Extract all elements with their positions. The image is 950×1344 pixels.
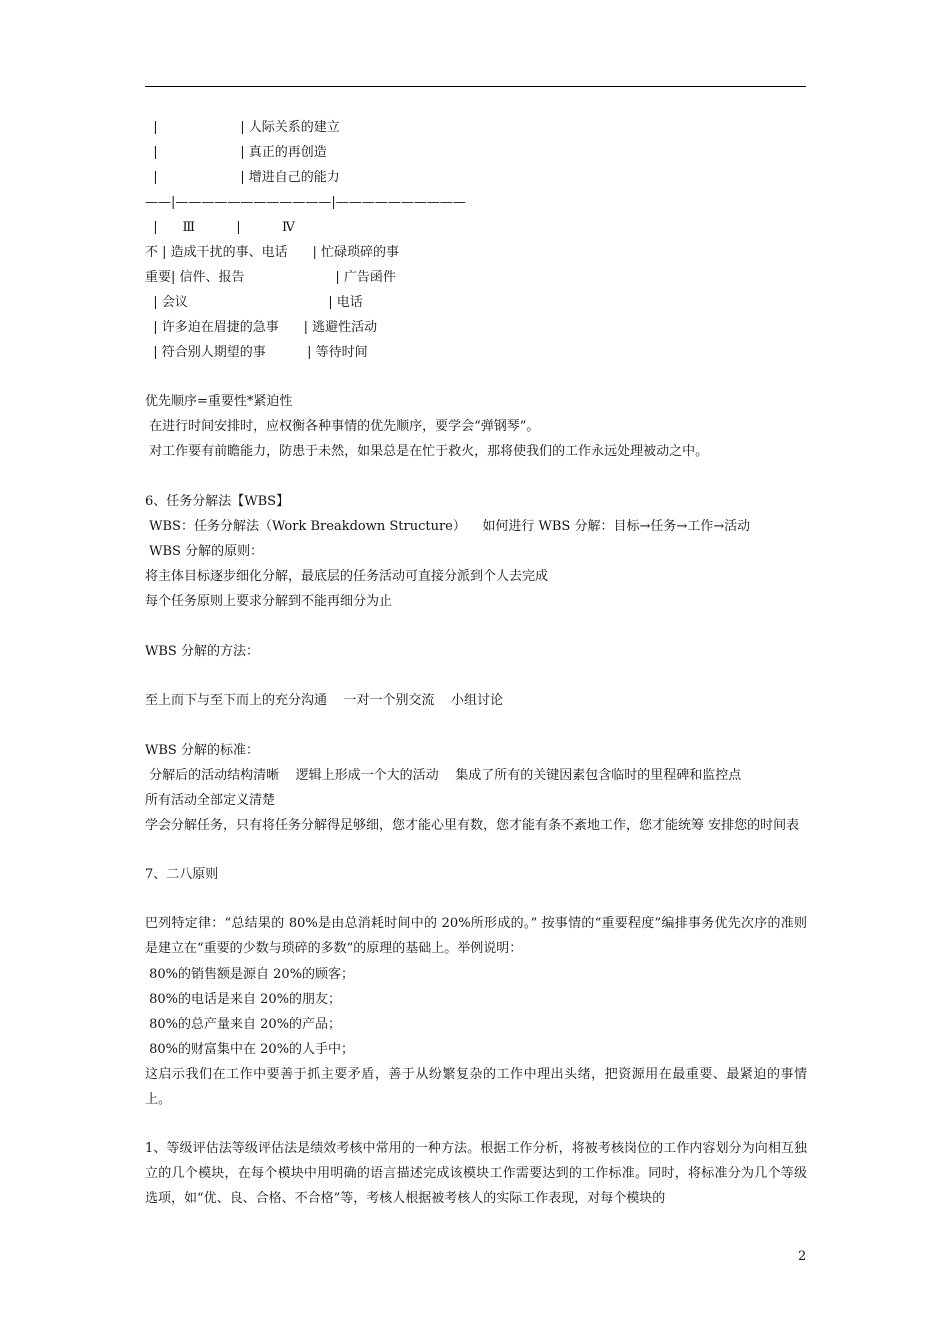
pareto-example: 80%的总产量来自 20%的产品；: [145, 1017, 342, 1032]
matrix-row: | 许多迫在眉捷的急事 | 逃避性活动: [145, 320, 378, 335]
matrix-divider: ——|————————————|——————————: [145, 195, 466, 210]
pareto-example: 80%的电话是来自 20%的朋友；: [145, 992, 342, 1007]
wbs-principle: 将主体目标逐步细化分解，最底层的任务活动可直接分派到个人去完成: [145, 569, 549, 584]
pareto-conclusion: 这启示我们在工作中要善于抓主要矛盾，善于从纷繁复杂的工作中理出头绪，把资源用在最重要、最紧迫的事情上。: [145, 1067, 807, 1107]
section-heading-pareto: 7、二八原则: [145, 867, 219, 882]
pareto-example: 80%的财富集中在 20%的人手中；: [145, 1042, 355, 1057]
page-number: 2: [798, 1249, 807, 1264]
pareto-example: 80%的销售额是源自 20%的顾客；: [145, 967, 355, 982]
matrix-row: 重要| 信件、报告 | 广告函件: [145, 270, 396, 285]
matrix-row: | | 真正的再创造: [145, 145, 327, 160]
matrix-row: | | 增进自己的能力: [145, 170, 340, 185]
rating-paragraph: 1、等级评估法等级评估法是绩效考核中常用的一种方法。根据工作分析，将被考核岗位的工作内容划分为向相互独立的几个模块，在每个模块中用明确的语言描述完成该模块工作需要达到的工作标准。同时，将标准分为几个等级选项，如“优、良、合格、不合格”等，考核人根据被考核人的实际工作表现，对每个模块的: [145, 1141, 807, 1206]
matrix-row: | 符合别人期望的事 | 等待时间: [145, 345, 368, 360]
wbs-definition: WBS：任务分解法（Work Breakdown Structure） 如何进行 WBS 分解：目标→任务→工作→活动: [145, 519, 751, 534]
pareto-intro: 巴列特定律：“总结果的 80%是由总消耗时间中的 20%所形成的。” 按事情的“重要程度”编排事务优先次序的准则是建立在“重要的少数与琐碎的多数”的原理的基础上。举例说明：: [145, 916, 807, 956]
matrix-quadrant-labels: | Ⅲ | Ⅳ: [145, 220, 295, 235]
wbs-standard-title: WBS 分解的标准：: [145, 743, 259, 758]
wbs-standard: 所有活动全部定义清楚: [145, 793, 276, 808]
priority-formula: 优先顺序=重要性*紧迫性: [145, 394, 293, 409]
matrix-row: 不 | 造成干扰的事、电话 | 忙碌琐碎的事: [145, 245, 399, 260]
wbs-method-title: WBS 分解的方法：: [145, 644, 259, 659]
wbs-principle: 每个任务原则上要求分解到不能再细分为止: [145, 594, 393, 609]
matrix-row: | 会议 | 电话: [145, 295, 363, 310]
matrix-row: | | 人际关系的建立: [145, 120, 340, 135]
wbs-standard: 分解后的活动结构清晰 逻辑上形成一个大的活动 集成了所有的关键因素包含临时的里程碑和监控点: [145, 768, 742, 783]
section-heading-wbs: 6、任务分解法【WBS】: [145, 494, 290, 509]
wbs-summary: 学会分解任务，只有将任务分解得足够细，您才能心里有数，您才能有条不紊地工作，您才能统筹 安排您的时间表: [145, 818, 800, 833]
wbs-principle-title: WBS 分解的原则：: [145, 544, 264, 559]
wbs-method: 至上而下与至下而上的充分沟通 一对一个别交流 小组讨论: [145, 693, 504, 708]
priority-text: 对工作要有前瞻能力，防患于未然，如果总是在忙于救火，那将使我们的工作永远处理被动之中。: [145, 444, 709, 459]
header-rule: [145, 86, 806, 87]
priority-text: 在进行时间安排时，应权衡各种事情的优先顺序，要学会“弹钢琴”。: [145, 419, 540, 434]
